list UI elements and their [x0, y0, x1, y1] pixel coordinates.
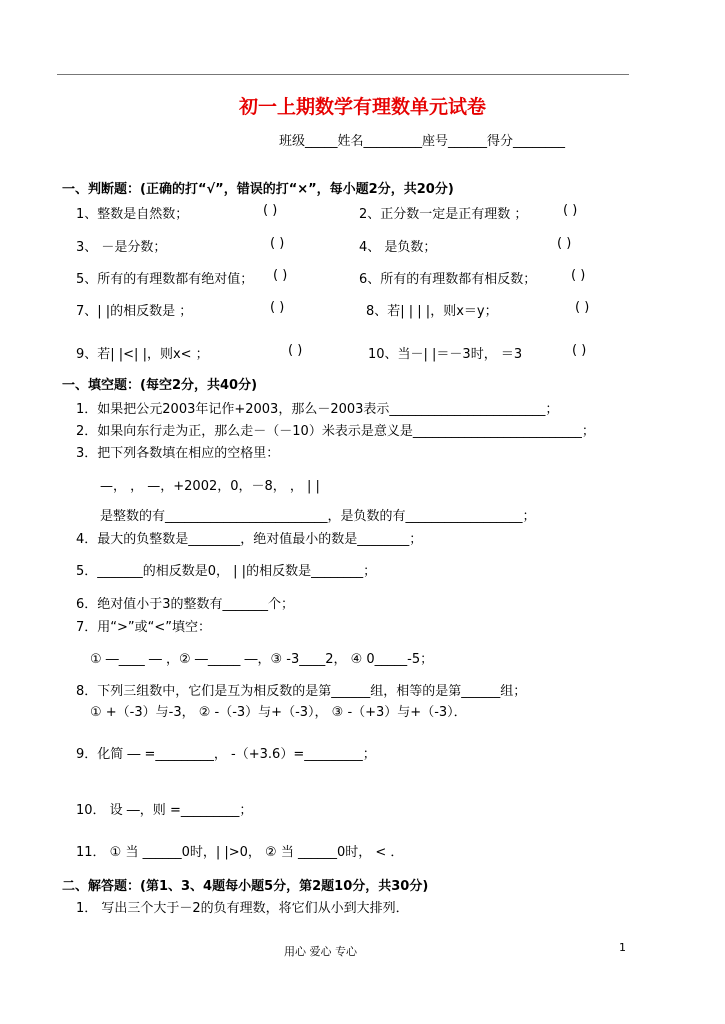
fill-question-7: 7．用“>”或“<”填空： — [76, 620, 211, 635]
tf-answer-1[interactable]: ( ) — [263, 203, 278, 218]
tf-question-1: 1、整数是自然数； — [76, 207, 189, 222]
tf-answer-4[interactable]: ( ) — [557, 236, 572, 251]
fill-question-9[interactable]: 9．化简 ― =_________， -（+3.6）=_________； — [76, 747, 376, 762]
fill-question-3-numbers: —， ， —，+2002，0，－8， ， | | — [100, 479, 320, 494]
tf-question-2: 2、正分数一定是正有理数 ； — [359, 207, 528, 222]
tf-answer-10[interactable]: ( ) — [572, 343, 587, 358]
fill-question-1[interactable]: 1．如果把公元2003年记作+2003，那么－2003表示________________________； — [76, 402, 559, 417]
tf-answer-7[interactable]: ( ) — [270, 300, 285, 315]
tf-question-7: 7、| |的相反数是 ； — [76, 304, 193, 319]
tf-answer-6[interactable]: ( ) — [571, 268, 586, 283]
section-heading-judgement: 一、判断题：(正确的打“√”，错误的打“×”，每小题2分，共20分) — [62, 182, 454, 197]
tf-question-6: 6、所有的有理数都有相反数； — [359, 272, 537, 287]
section-heading-problems: 二、解答题：(第1、3、4题每小题5分，第2题10分，共30分) — [62, 879, 429, 894]
tf-answer-8[interactable]: ( ) — [575, 300, 590, 315]
tf-question-3: 3、 －是分数； — [76, 240, 167, 255]
tf-question-5: 5、所有的有理数都有绝对值； — [76, 272, 254, 287]
fill-question-2[interactable]: 2．如果向东行走为正，那么走－（－10）米表示是意义是__________________________； — [76, 424, 595, 439]
student-info-line: 班级_____姓名_________座号______得分________ — [279, 134, 566, 149]
section-heading-fill-blank: 一、填空题：(每空2分，共40分) — [62, 378, 258, 393]
fill-question-7-items[interactable]: ① ―____ ― ，② ―_____ ―，③ -3____2， ④ 0_____-5； — [90, 652, 434, 667]
fill-question-3-answers[interactable]: 是整数的有_________________________，是负数的有__________________； — [100, 509, 536, 524]
fill-question-11[interactable]: 11． ① 当 ______0时，| |>0， ② 当 ______0时， < ． — [76, 845, 404, 860]
fill-question-10[interactable]: 10． 设 ―，则 =_________； — [76, 803, 253, 818]
page-number: 1 — [619, 941, 626, 954]
fill-question-8[interactable]: 8．下列三组数中，它们是互为相反数的是第______组，相等的是第______组； — [76, 684, 527, 699]
fill-question-3: 3．把下列各数填在相应的空格里： — [76, 446, 280, 461]
tf-question-10: 10、当－| |＝－3时， ＝3 — [368, 347, 523, 362]
page-title: 初一上期数学有理数单元试卷 — [238, 96, 486, 118]
fill-question-6[interactable]: 6．绝对值小于3的整数有_______个； — [76, 597, 295, 612]
tf-answer-3[interactable]: ( ) — [270, 236, 285, 251]
tf-answer-9[interactable]: ( ) — [288, 343, 303, 358]
tf-answer-5[interactable]: ( ) — [273, 268, 288, 283]
fill-question-8-groups: ① +（-3）与-3， ② -（-3）与+（-3）， ③ -（+3）与+（-3）． — [90, 705, 467, 720]
tf-question-8: 8、若| | | |，则x＝y； — [366, 304, 498, 319]
fill-question-5[interactable]: 5．_______的相反数是0， | |的相反数是________； — [76, 564, 377, 579]
tf-question-4: 4、 是负数； — [359, 240, 437, 255]
header-rule — [57, 74, 629, 75]
fill-question-4[interactable]: 4．最大的负整数是________，绝对值最小的数是________； — [76, 532, 423, 547]
tf-question-9: 9、若| |<| |，则x< ； — [76, 347, 209, 362]
footer-slogan: 用心 爱心 专心 — [284, 945, 357, 958]
problem-question-1: 1． 写出三个大于－2的负有理数，将它们从小到大排列． — [76, 901, 409, 916]
tf-answer-2[interactable]: ( ) — [563, 203, 578, 218]
